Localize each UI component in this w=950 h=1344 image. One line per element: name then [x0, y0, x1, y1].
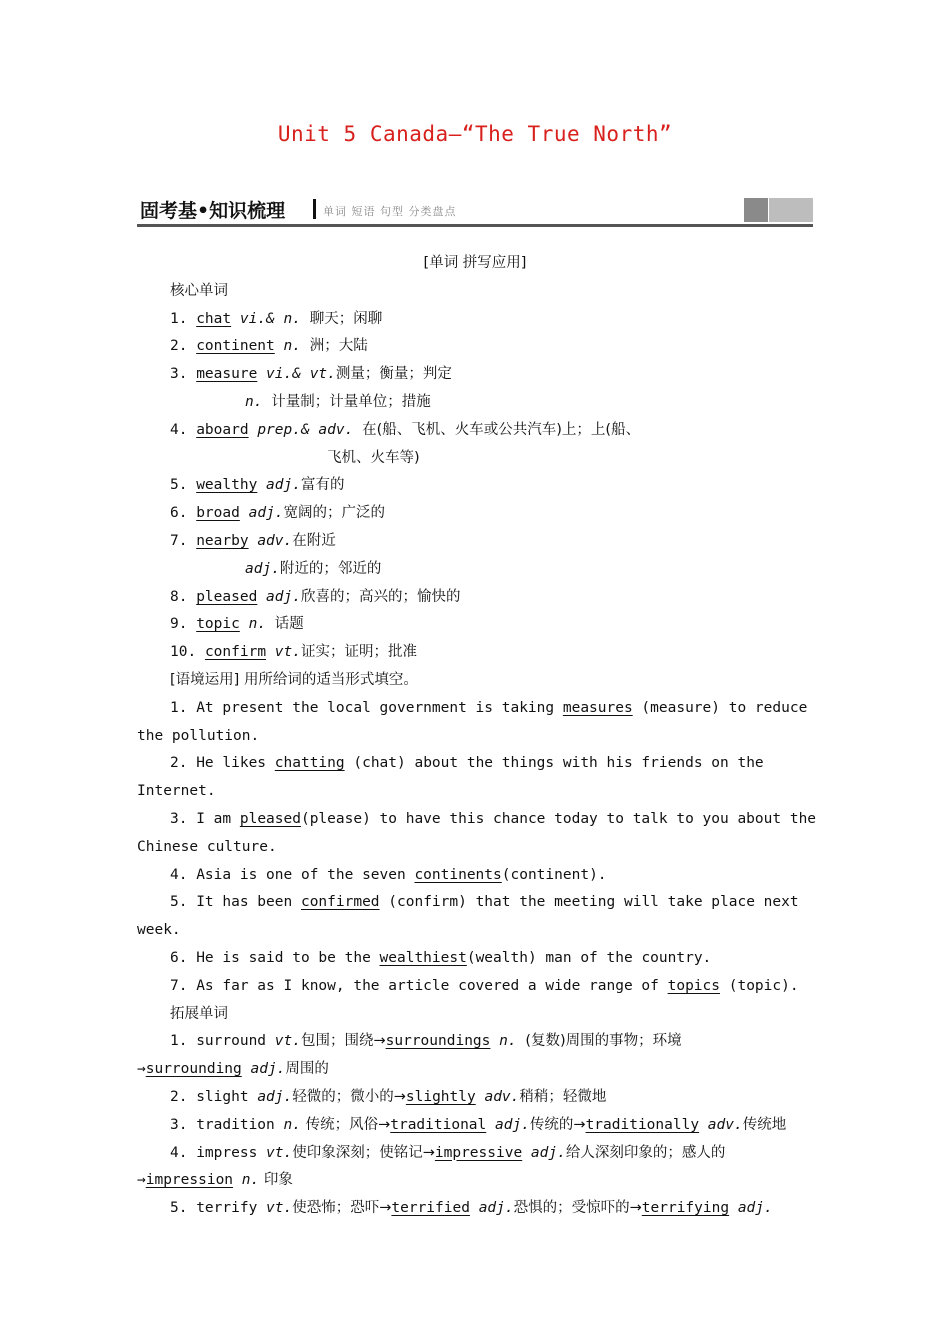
exercise-line: 2. He likes chatting (chat) about the things with his friends on the [170, 755, 764, 772]
exercise-line: 5. It has been confirmed (confirm) that the meeting will take place next [170, 894, 799, 911]
core-word-item: 10. confirm vt.证实；证明；批准 [170, 644, 417, 661]
extended-word-cont: →surrounding adj.周围的 [137, 1061, 329, 1078]
banner-title: 固考基•知识梳理 [140, 200, 286, 222]
exercise-line-cont: the pollution. [137, 727, 260, 744]
exercise-line: 7. As far as I know, the article covered a wide range of topics (topic). [170, 977, 799, 994]
extended-word-item: 2. slight adj.轻微的；微小的→slightly adv.稍稍；轻微地 [170, 1088, 607, 1105]
core-word-item: 1. chat vi.& n. 聊天；闲聊 [170, 310, 383, 327]
core-word-sense: adj.附近的；邻近的 [245, 560, 382, 577]
extended-word-cont: →impression n. 印象 [137, 1172, 293, 1189]
exercise-line: 4. Asia is one of the seven continents(continent). [170, 866, 607, 883]
core-word-item: 9. topic n. 话题 [170, 616, 304, 633]
banner-decor-light [769, 198, 813, 222]
core-word-item: 6. broad adj.宽阔的；广泛的 [170, 505, 386, 522]
extended-word-item: 4. impress vt.使印象深刻；使铭记→impressive adj.给人深刻印象的；感人的 [170, 1144, 726, 1161]
exercise-line-cont: Chinese culture. [137, 838, 277, 855]
banner-decor-dark [744, 198, 768, 222]
core-word-continuation: 飞机、火车等) [327, 449, 420, 466]
core-word-item: 8. pleased adj.欣喜的；高兴的；愉快的 [170, 588, 461, 605]
core-words-label: 核心单词 [170, 282, 228, 299]
exercise-line: 1. At present the local government is taking measures (measure) to reduce [170, 699, 808, 716]
extended-words-label: 拓展单词 [170, 1005, 228, 1022]
core-word-item: 4. aboard prep.& adv. 在(船、飞机、火车或公共汽车)上；上(船、 [170, 421, 641, 438]
extended-word-item: 1. surround vt.包围；围绕→surroundings n. (复数)周围的事物；环境 [170, 1033, 682, 1050]
extended-word-item: 5. terrify vt.使恐怖；恐吓→terrified adj.恐惧的；受惊吓的→terrifying adj. [170, 1200, 773, 1217]
exercise-line-cont: week. [137, 922, 181, 939]
document-body [137, 250, 817, 1223]
core-word-item: 7. nearby adv.在附近 [170, 532, 336, 549]
core-word-sense: n. 计量制；计量单位；措施 [245, 393, 431, 410]
exercise-line-cont: Internet. [137, 783, 216, 800]
page-title: Unit 5 Canada—“The True North” [277, 122, 673, 146]
core-word-item: 3. measure vi.& vt.测量；衡量；判定 [170, 366, 452, 383]
section-banner [137, 196, 813, 227]
banner-subtitle: 单词 短语 句型 分类盘点 [323, 205, 457, 218]
core-word-item: 2. continent n. 洲；大陆 [170, 338, 368, 355]
exercise-line: 3. I am pleased(please) to have this chance today to talk to you about the [170, 810, 817, 827]
banner-divider [313, 199, 316, 219]
context-instruction: [语境运用] 用所给词的适当形式填空。 [170, 671, 418, 688]
section-heading: [单词 拼写应用] [423, 255, 527, 271]
extended-word-item: 3. tradition n. 传统；风俗→traditional adj.传统的→traditionally adv.传统地 [170, 1116, 787, 1133]
core-word-item: 5. wealthy adj.富有的 [170, 477, 345, 494]
exercise-line: 6. He is said to be the wealthiest(wealth) man of the country. [170, 949, 712, 966]
